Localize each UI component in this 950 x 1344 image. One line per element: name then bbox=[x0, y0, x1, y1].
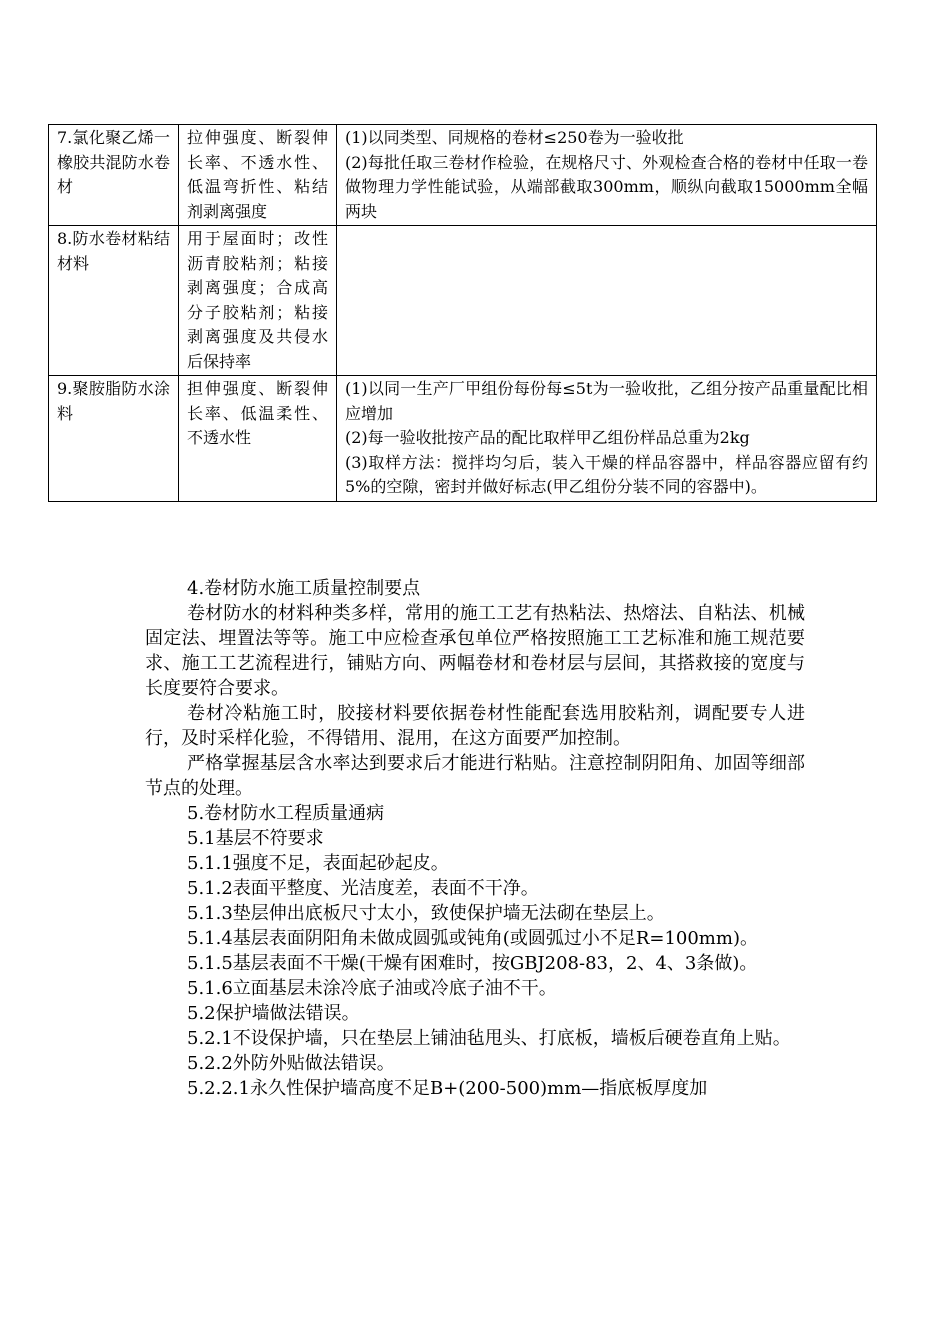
list-item: 5.2.1不设保护墙，只在垫层上铺油毡甩头、打底板，墙板后硬卷直角上贴。 bbox=[187, 1028, 791, 1049]
rule-line: (1)以同类型、同规格的卷材≤250卷为一验收批 bbox=[345, 128, 684, 147]
test-items-cell: 拉伸强度、断裂伸长率、不透水性、低温弯折性、粘结剂剥离强度 bbox=[179, 125, 337, 226]
list-item: 5.1.1强度不足，表面起砂起皮。 bbox=[187, 853, 449, 874]
material-cell: 8.防水卷材粘结材料 bbox=[49, 226, 179, 376]
table-row bbox=[49, 125, 877, 226]
test-items-cell: 用于屋面时；改性沥青胶粘剂；粘接剥离强度；合成高分子胶粘剂；粘接剥离强度及共侵水后保持率 bbox=[179, 226, 337, 376]
test-items-cell: 担伸强度、断裂伸长率、低温柔性、不透水性 bbox=[179, 376, 337, 502]
material-cell: 7.氯化聚乙烯一橡胶共混防水卷材 bbox=[49, 125, 179, 226]
body-text bbox=[145, 576, 805, 1101]
list-item: 5.1.2表面平整度、光洁度差，表面不干净。 bbox=[187, 878, 539, 899]
list-item: 5.1.4基层表面阴阳角未做成圆弧或钝角(或圆弧过小不足R=100mm)。 bbox=[187, 928, 758, 949]
list-item: 5.1.6立面基层未涂冷底子油或冷底子油不干。 bbox=[187, 978, 557, 999]
list-item: 5.1.5基层表面不干燥(干燥有困难时，按GBJ208-83，2、4、3条做)。 bbox=[187, 953, 758, 974]
section-heading: 5.卷材防水工程质量通病 bbox=[187, 803, 385, 824]
rule-line: (2)每批任取三卷材作检验，在规格尺寸、外观检查合格的卷材中任取一卷做物理力学性能试验，从端部截取300mm，顺纵向截取15000mm全幅两块 bbox=[345, 152, 868, 221]
section-heading: 4.卷材防水施工质量控制要点 bbox=[187, 578, 421, 599]
rule-line: (1)以同一生产厂甲组份每份每≤5t为一验收批，乙组分按产品重量配比相应增加 bbox=[345, 379, 868, 423]
subsection-heading: 5.2保护墙做法错误。 bbox=[187, 1003, 360, 1024]
paragraph: 卷材冷粘施工时，胶接材料要依据卷材性能配套选用胶粘剂，调配要专人进行，及时采样化验，不得错用、混用，在这方面要严加控制。 bbox=[145, 703, 805, 749]
rule-line: (2)每一验收批按产品的配比取样甲乙组份样品总重为2kg bbox=[345, 428, 750, 447]
table-row bbox=[49, 376, 877, 502]
sampling-rules-cell bbox=[337, 125, 877, 226]
list-item: 5.2.2.1永久性保护墙高度不足B+(200-500)mm—指底板厚度加 bbox=[187, 1078, 708, 1099]
material-inspection-table bbox=[48, 124, 877, 502]
list-item: 5.1.3垫层伸出底板尺寸太小，致使保护墙无法砌在垫层上。 bbox=[187, 903, 665, 924]
paragraph: 卷材防水的材料种类多样，常用的施工工艺有热粘法、热熔法、自粘法、机械固定法、埋置法等等。施工中应检查承包单位严格按照施工工艺标准和施工规范要求、施工工艺流程进行，铺贴方向、两幅卷材和卷材层与层间，其搭救接的宽度与长度要符合要求。 bbox=[145, 603, 805, 699]
material-cell: 9.聚胺脂防水涂料 bbox=[49, 376, 179, 502]
subsection-heading: 5.1基层不符要求 bbox=[187, 828, 324, 849]
paragraph: 严格掌握基层含水率达到要求后才能进行粘贴。注意控制阴阳角、加固等细部节点的处理。 bbox=[145, 753, 805, 799]
table-row bbox=[49, 226, 877, 376]
rule-line: (3)取样方法：搅拌均匀后，装入干燥的样品容器中，样品容器应留有约5%的空隙，密封并做好标志(甲乙组份分装不同的容器中)。 bbox=[345, 452, 868, 496]
sampling-rules-cell bbox=[337, 376, 877, 502]
sampling-rules-cell bbox=[337, 226, 877, 376]
list-item: 5.2.2外防外贴做法错误。 bbox=[187, 1053, 395, 1074]
